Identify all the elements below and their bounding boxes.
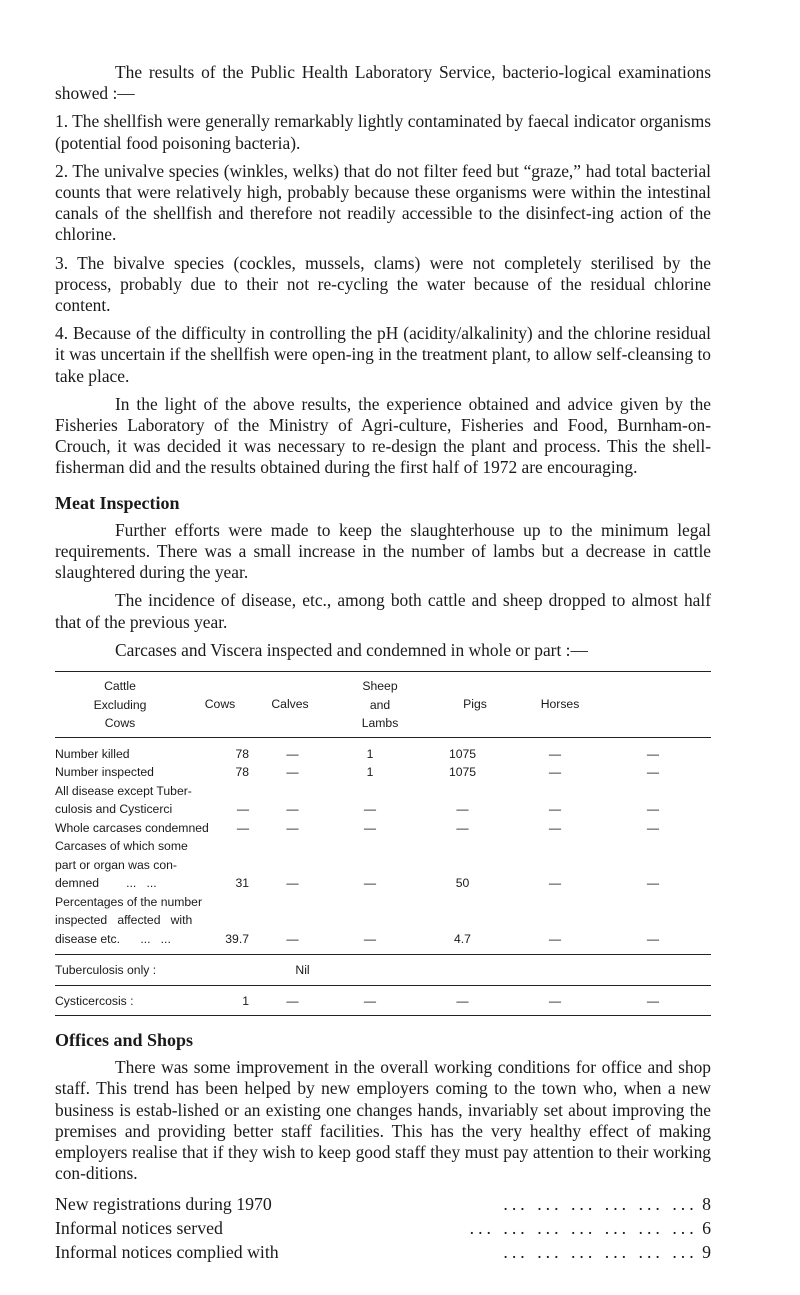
- meat-paragraph-3: Carcases and Viscera inspected and condemned in whole or part :—: [115, 639, 588, 660]
- cell-cattle: —: [236, 802, 249, 817]
- cell-sheep: 4.7: [454, 931, 471, 946]
- row-label: Number inspected 78: [55, 763, 255, 782]
- cysticercosis-sheep: —: [456, 993, 469, 1008]
- cell-sheep: —: [456, 820, 469, 835]
- table-row: [55, 782, 711, 819]
- cell-horses: —: [646, 802, 660, 817]
- cell-pigs: —: [548, 802, 562, 817]
- header-cows: Cows: [204, 697, 236, 712]
- finding-2: 2. The univalve species (winkles, welks) that do not filter feed but “graze,” had total bacterial counts that were relatively high, probably because these organisms were within the intestinal canals of the shellfish and therefore not readily accessible to the disinfect-ing action of the chlorine.: [55, 160, 711, 245]
- cell-calves: 1: [366, 765, 374, 780]
- table-row: [55, 837, 711, 893]
- row-label: Percentages of the number inspected affected with disease etc. ... ... 39.7: [55, 893, 255, 949]
- cysticercosis-cows: —: [286, 993, 299, 1008]
- list-item-value: 8: [702, 1193, 711, 1214]
- cell-horses: —: [646, 931, 660, 946]
- cell-cows: —: [286, 931, 299, 946]
- cell-sheep: 50: [455, 876, 470, 891]
- table-bottom-rule: [55, 1015, 711, 1016]
- header-sheep: Sheep and Lambs: [361, 679, 399, 731]
- conclusion-paragraph: In the light of the above results, the experience obtained and advice given by the Fisheries Laboratory of the Ministry of Agri-culture, Fisheries and Food, Burnham-on-Crouch, it was decided it was necessary to re-design the plant and process. This the shell-fisherman did and the results obtained during the first half of 1972 are encouraging.: [55, 393, 711, 478]
- list-item: New registrations during 1970 ... ... ... ... ... ... 8: [55, 1193, 711, 1214]
- row-label: Number killed 78: [55, 745, 255, 764]
- cysticercosis-calves: —: [363, 993, 377, 1008]
- inspection-table: [55, 671, 711, 1016]
- list-item-value: 6: [702, 1217, 711, 1238]
- cysticercosis-pigs: —: [548, 993, 562, 1008]
- list-item: Informal notices served ... ... ... ... ... ... ... 6: [55, 1217, 711, 1238]
- cell-calves: —: [363, 820, 377, 835]
- cell-calves: —: [363, 876, 377, 891]
- cell-horses: —: [646, 746, 660, 761]
- header-horses: Horses: [540, 697, 580, 712]
- cell-cattle: 39.7: [225, 931, 249, 946]
- table-row: [55, 745, 711, 764]
- tuberculosis-row: [55, 955, 711, 985]
- offices-shops-heading: Offices and Shops: [55, 1030, 194, 1051]
- cell-sheep: 1075: [448, 746, 477, 761]
- cell-pigs: —: [548, 931, 562, 946]
- table-header: [55, 672, 711, 737]
- tuberculosis-value: Nil: [295, 963, 310, 978]
- cell-cows: —: [286, 876, 299, 891]
- table-row: [55, 763, 711, 782]
- cell-calves: —: [363, 802, 377, 817]
- registrations-list: [55, 1192, 711, 1264]
- list-item: Informal notices complied with ... ... ... ... ... ... 9: [55, 1241, 711, 1262]
- meat-inspection-heading: Meat Inspection: [55, 492, 180, 513]
- meat-paragraph-2: The incidence of disease, etc., among both cattle and sheep dropped to almost half that of the previous year.: [55, 590, 711, 632]
- cell-cattle: 31: [235, 876, 249, 891]
- table-row: [55, 819, 711, 838]
- row-label: Carcases of which some part or organ was con- demned ... ... 31: [55, 837, 255, 893]
- table-row: [55, 893, 711, 949]
- list-item-label: New registrations during 1970: [55, 1193, 272, 1214]
- cell-cattle: 78: [235, 765, 249, 780]
- finding-1: 1. The shellfish were generally remarkably lightly contaminated by faecal indicator organisms (potential food poisoning bacteria).: [55, 111, 711, 153]
- cell-calves: 1: [366, 746, 374, 761]
- cell-pigs: —: [548, 765, 562, 780]
- cell-pigs: —: [548, 746, 562, 761]
- cysticercosis-label: Cysticercosis :: [55, 993, 134, 1008]
- offices-paragraph: There was some improvement in the overall working conditions for office and shop staff. This trend has been helped by new employers coming to the town who, when a new business is estab-lished or an existing one changes hands, invariably set about improving the premises and providing better staff facilities. This has the very healthy effect of making employers realise that if they wish to keep good staff they must pay attention to their working con-ditions.: [55, 1057, 711, 1184]
- cell-horses: —: [646, 820, 660, 835]
- cysticercosis-horses: —: [646, 993, 660, 1008]
- cell-cows: —: [286, 746, 299, 761]
- document-page: [55, 62, 711, 1264]
- intro-paragraph: The results of the Public Health Laboratory Service, bacterio-logical examinations showed :—: [55, 62, 711, 104]
- header-calves: Calves: [271, 697, 309, 712]
- cell-pigs: —: [548, 820, 562, 835]
- cell-horses: —: [646, 876, 660, 891]
- table-body: [55, 738, 711, 955]
- list-item-value: 9: [702, 1241, 711, 1262]
- cell-cows: —: [286, 802, 299, 817]
- cell-cows: —: [286, 765, 299, 780]
- cell-sheep: —: [456, 802, 469, 817]
- cell-horses: —: [646, 765, 660, 780]
- meat-paragraph-1: Further efforts were made to keep the slaughterhouse up to the minimum legal requirements. There was a small increase in the number of lambs but a decrease in cattle slaughtered during the year.: [55, 519, 711, 583]
- header-pigs: Pigs: [463, 697, 487, 712]
- cysticercosis-row: [55, 986, 711, 1016]
- cell-calves: —: [363, 931, 377, 946]
- header-cattle: Cattle Excluding Cows: [93, 679, 147, 731]
- list-item-label: Informal notices served: [55, 1217, 223, 1238]
- cell-cattle: 78: [235, 746, 249, 761]
- row-label: All disease except Tuber- culosis and Cysticerci —: [55, 782, 255, 819]
- cell-pigs: —: [548, 876, 562, 891]
- finding-4: 4. Because of the difficulty in controlling the pH (acidity/alkalinity) and the chlorine residual it was uncertain if the shellfish were open-ing in the treatment plant, to allow self-cleansing to take place.: [55, 323, 711, 386]
- finding-3: 3. The bivalve species (cockles, mussels, clams) were not completely sterilised by the process, probably due to their not re-cycling the water because of the residual chlorine content.: [55, 252, 711, 316]
- tuberculosis-label: Tuberculosis only :: [55, 963, 157, 978]
- row-label: Whole carcases condemned —: [55, 819, 255, 838]
- cysticercosis-cattle: 1: [242, 993, 249, 1008]
- cell-cattle: —: [236, 820, 249, 835]
- cell-cows: —: [286, 820, 299, 835]
- cell-sheep: 1075: [448, 765, 477, 780]
- list-item-label: Informal notices complied with: [55, 1241, 279, 1262]
